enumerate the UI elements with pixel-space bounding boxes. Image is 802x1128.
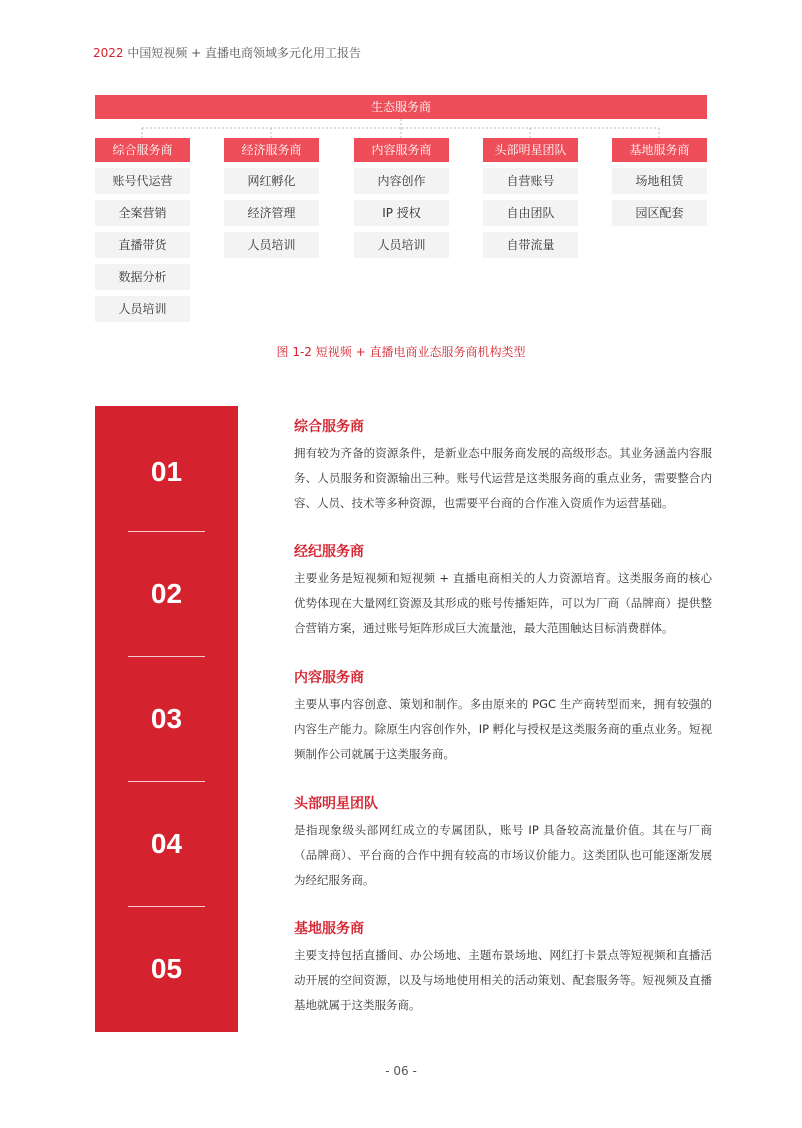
section-number: 04 [150, 828, 183, 859]
section-title: 内容服务商 [294, 670, 364, 686]
panel-divider [128, 656, 205, 657]
number-panel [95, 406, 238, 1032]
section-title: 头部明星团队 [294, 796, 378, 812]
column-item: 自由团队 [483, 200, 578, 226]
section-number: 03 [150, 703, 183, 734]
section-body: 主要从事内容创意、策划和制作。多由原来的 PGC 生产商转型而来，拥有较强的内容生产能力。除原生内容创作外，IP 孵化与授权是这类服务商的重点业务。短视频制作公司就属于这类服务商。 [294, 697, 712, 761]
column-item: 经济管理 [224, 200, 319, 226]
section-number: 02 [150, 578, 183, 609]
section-body: 主要业务是短视频和短视频 + 直播电商相关的人力资源培育。这类服务商的核心优势体现在大量网红资源及其形成的账号传播矩阵，可以为厂商（品牌商）提供整合营销方案，通过账号矩阵形成巨大流量池，最大范围触达目标消费群体。 [294, 571, 712, 635]
section-title: 经纪服务商 [294, 544, 364, 560]
column-item: 自带流量 [483, 232, 578, 258]
column-head: 经济服务商 [224, 138, 319, 162]
section-base [294, 918, 712, 1018]
section-body: 是指现象级头部网红成立的专属团队，账号 IP 具备较高流量价值。其在与厂商（品牌商）、平台商的合作中拥有较高的市场议价能力。这类团队也可能逐渐发展为经纪服务商。 [294, 823, 712, 887]
column-item: 全案营销 [95, 200, 190, 226]
column-head: 综合服务商 [95, 138, 190, 162]
column-item: 内容创作 [354, 168, 449, 194]
column-head: 内容服务商 [354, 138, 449, 162]
column-head: 基地服务商 [612, 138, 707, 162]
section-body: 主要支持包括直播间、办公场地、主题布景场地、网红打卡景点等短视频和直播活动开展的空间资源，以及与场地使用相关的活动策划、配套服务等。短视频及直播基地就属于这类服务商。 [294, 948, 712, 1012]
page-number: - 06 - [385, 1064, 417, 1078]
section-star-team [294, 793, 712, 893]
column-item: 场地租赁 [612, 168, 707, 194]
panel-divider [128, 531, 205, 532]
panel-divider [128, 906, 205, 907]
column-item: 人员培训 [354, 232, 449, 258]
chart-column-comprehensive [95, 138, 190, 322]
section-content [294, 667, 712, 767]
column-item: 直播带货 [95, 232, 190, 258]
column-item: 网红孵化 [224, 168, 319, 194]
column-head: 头部明星团队 [483, 138, 578, 162]
chart-column-star-team [483, 138, 578, 258]
section-agency [294, 541, 712, 641]
chart-column-economy [224, 138, 319, 258]
chart-column-content [354, 138, 449, 258]
report-title-text: 中国短视频 + 直播电商领域多元化用工报告 [123, 46, 362, 60]
column-item: 账号代运营 [95, 168, 190, 194]
column-item: 数据分析 [95, 264, 190, 290]
report-year: 2022 [93, 46, 124, 60]
section-number: 01 [150, 456, 183, 487]
section-comprehensive [294, 416, 712, 516]
chart-root-node: 生态服务商 [95, 95, 707, 119]
chart-column-base [612, 138, 707, 226]
section-number: 05 [150, 953, 183, 984]
column-item: 人员培训 [224, 232, 319, 258]
section-title: 基地服务商 [294, 921, 364, 937]
column-item: 自营账号 [483, 168, 578, 194]
chart-connectors [0, 0, 802, 140]
column-item: IP 授权 [354, 200, 449, 226]
column-item: 人员培训 [95, 296, 190, 322]
column-item: 园区配套 [612, 200, 707, 226]
panel-divider [128, 781, 205, 782]
section-title: 综合服务商 [294, 419, 364, 435]
section-body: 拥有较为齐备的资源条件，是新业态中服务商发展的高级形态。其业务涵盖内容服务、人员服务和资源输出三种。账号代运营是这类服务商的重点业务，需要整合内容、人员、技术等多种资源，也需要平台商的合作准入资质作为运营基础。 [294, 446, 712, 510]
figure-caption: 图 1-2 短视频 + 直播电商业态服务商机构类型 [276, 345, 526, 359]
